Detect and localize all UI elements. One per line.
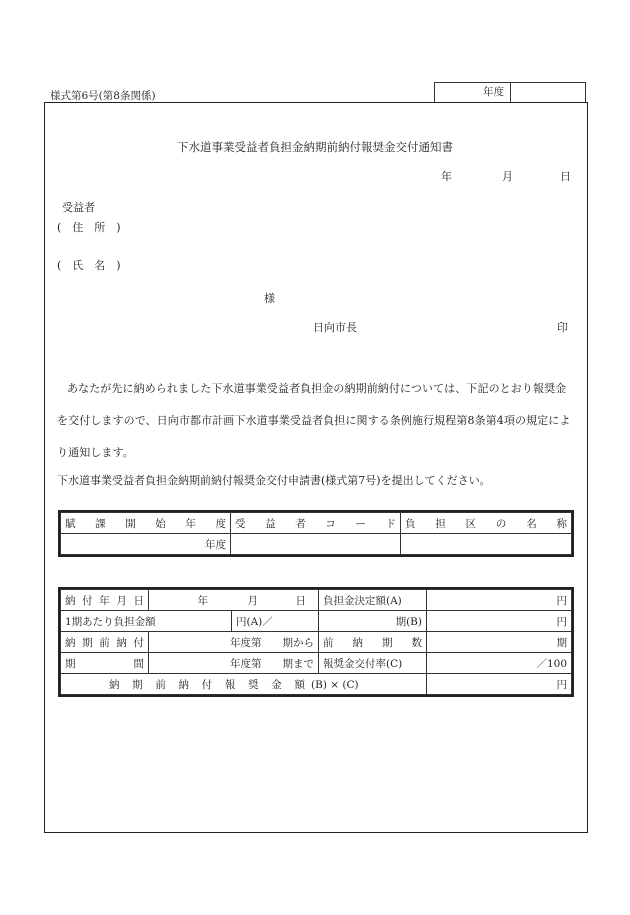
reward-amount-cell: 円 xyxy=(427,674,572,695)
table-row xyxy=(61,611,572,632)
beneficiary-code-cell xyxy=(231,534,401,555)
date-month: 月 xyxy=(502,170,513,183)
per-period-label: 1期あたり負担金額 xyxy=(61,611,232,632)
assessment-table xyxy=(60,512,572,555)
table-row xyxy=(61,590,572,611)
date-day: 日 xyxy=(560,170,571,183)
decided-amount-label: 負担金決定額(A) xyxy=(319,590,427,611)
date-year: 年 xyxy=(441,170,452,183)
payment-date-month: 月 xyxy=(247,594,258,607)
notice-body: あなたが先に納められました下水道事業受益者負担金の納期前納付については、下記のとおり報奨金を交付しますので、日向市都市計画下水道事業受益者負担に関する条例施行規程第8条第4項の規定により通知します。 xyxy=(57,382,571,459)
payment-date-cell xyxy=(149,590,319,611)
document-title: 下水道事業受益者負担金納期前納付報奨金交付通知書 xyxy=(177,140,453,154)
table-row xyxy=(61,674,572,695)
early-period-label-2: 期間 xyxy=(61,653,149,674)
burden-district-name-cell xyxy=(401,534,572,555)
reward-formula: (B) × (C) xyxy=(311,678,359,691)
early-period-to: 年度第 期まで xyxy=(149,653,319,674)
beneficiary-code-header: 受益者コード xyxy=(231,513,401,534)
early-count-label: 前納期数 xyxy=(319,632,427,653)
early-period-label-1: 納期前納付 xyxy=(61,632,149,653)
fiscal-year-label: 年度 xyxy=(435,83,511,102)
periods-unit: 期(B) xyxy=(319,611,427,632)
reward-amount-label-cell xyxy=(61,674,427,695)
table-row xyxy=(61,513,572,534)
seal-mark: 印 xyxy=(557,321,568,334)
early-period-from: 年度第 期から xyxy=(149,632,319,653)
payment-date-day: 日 xyxy=(295,594,306,607)
instruction-text: 下水道事業受益者負担金納期前納付報奨金交付申請書(様式第7号)を提出してください。 xyxy=(57,474,491,487)
fiscal-year-box xyxy=(434,82,586,102)
recipient-label: 受益者 xyxy=(62,201,95,214)
per-period-unit: 円(A)／ xyxy=(232,611,319,632)
table-row xyxy=(61,653,572,674)
form-number: 様式第6号(第8条関係) xyxy=(50,90,156,102)
decided-amount-cell: 円 xyxy=(427,590,572,611)
issuer-title: 日向市長 xyxy=(313,321,357,334)
per-period-amount-cell: 円 xyxy=(427,611,572,632)
rate-label: 報奨金交付率(C) xyxy=(319,653,427,674)
payment-date-year: 年 xyxy=(197,594,208,607)
assessment-start-year-cell: 年度 xyxy=(61,534,231,555)
recipient-address-label: ( 住 所 ) xyxy=(57,221,121,234)
payment-date-label: 納付年月日 xyxy=(61,590,149,611)
rate-cell: ／100 xyxy=(427,653,572,674)
recipient-name-label: ( 氏 名 ) xyxy=(57,259,121,272)
table-row xyxy=(61,534,572,555)
early-count-cell: 期 xyxy=(427,632,572,653)
reward-table xyxy=(60,589,572,695)
recipient-honorific: 様 xyxy=(264,292,275,305)
table-row xyxy=(61,632,572,653)
reward-amount-label: 納期前納付報奨金額 xyxy=(109,678,305,691)
burden-district-name-header: 負担区の名称 xyxy=(401,513,572,534)
assessment-start-year-header: 賦課開始年度 xyxy=(61,513,231,534)
